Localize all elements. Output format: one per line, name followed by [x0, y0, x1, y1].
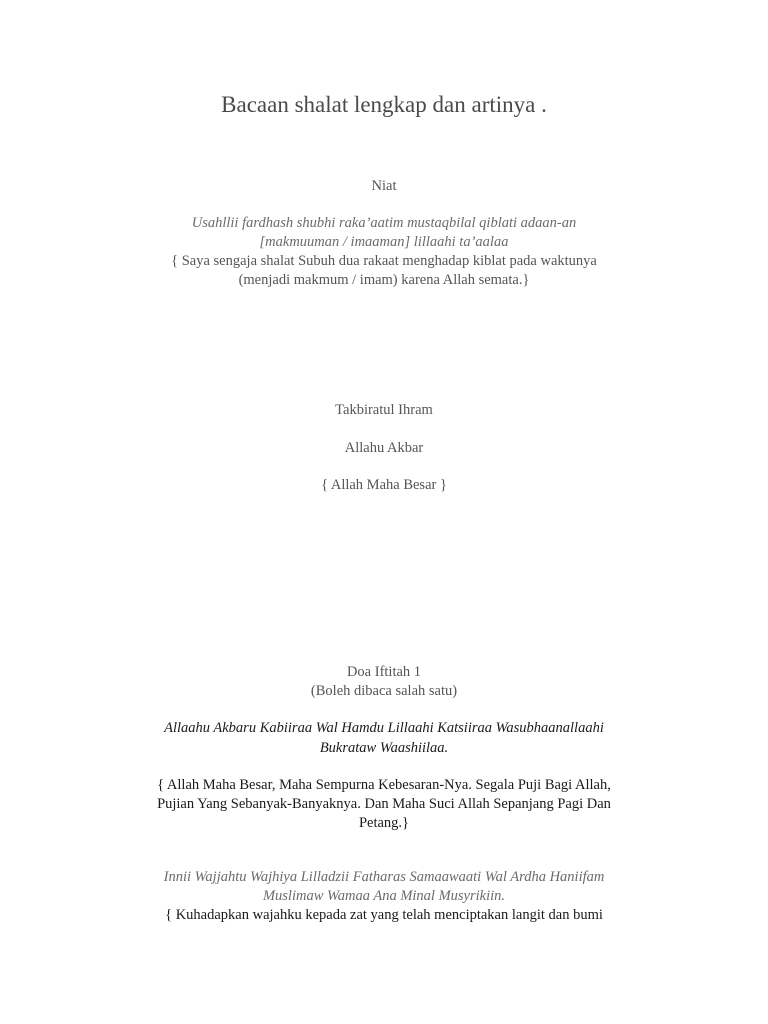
document-title: Bacaan shalat lengkap dan artinya .	[221, 92, 547, 117]
niat-meaning-line-2: (menjadi makmum / imam) karena Allah semata.}	[238, 272, 530, 288]
niat-meaning-line-1: { Saya sengaja shalat Subuh dua rakaat menghadap kiblat pada waktunya	[171, 253, 597, 269]
doa-iftitah-meaning-line-3: Petang.}	[358, 815, 410, 831]
doa-iftitah-meaning-line-2: Pujian Yang Sebanyak-Banyaknya. Dan Maha Suci Allah Sepanjang Pagi Dan	[157, 796, 611, 812]
doa-iftitah-meaning2-line-1: { Kuhadapkan wajahku kepada zat yang telah menciptakan langit dan bumi	[165, 907, 603, 923]
takbiratul-ihram-heading: Takbiratul Ihram	[335, 402, 433, 418]
doa-iftitah-arabic-line-1: Allaahu Akbaru Kabiiraa Wal Hamdu Lillaahi Katsiiraa Wasubhaanallaahi	[164, 720, 604, 736]
doa-iftitah-note: (Boleh dibaca salah satu)	[310, 683, 458, 699]
doa-iftitah-meaning-line-1: { Allah Maha Besar, Maha Sempurna Kebesaran-Nya. Segala Puji Bagi Allah,	[157, 777, 611, 793]
niat-arabic-line-1: Usahllii fardhash shubhi raka’aatim mustaqbilal qiblati adaan-an	[191, 215, 577, 231]
takbiratul-ihram-meaning: { Allah Maha Besar }	[321, 477, 447, 493]
takbiratul-ihram-arabic: Allahu Akbar	[344, 440, 424, 456]
niat-heading: Niat	[371, 178, 397, 194]
doa-iftitah-arabic2-line-1: Innii Wajjahtu Wajhiya Lilladzii Fatharas Samaawaati Wal Ardha Haniifam	[163, 869, 605, 885]
doa-iftitah-arabic2-line-2: Muslimaw Wamaa Ana Minal Musyrikiin.	[262, 888, 506, 904]
doa-iftitah-arabic-line-2: Bukrataw Waashiilaa.	[319, 740, 449, 756]
niat-arabic-line-2: [makmuuman / imaaman] lillaahi ta’aalaa	[259, 234, 509, 250]
doa-iftitah-heading: Doa Iftitah 1	[346, 664, 422, 680]
